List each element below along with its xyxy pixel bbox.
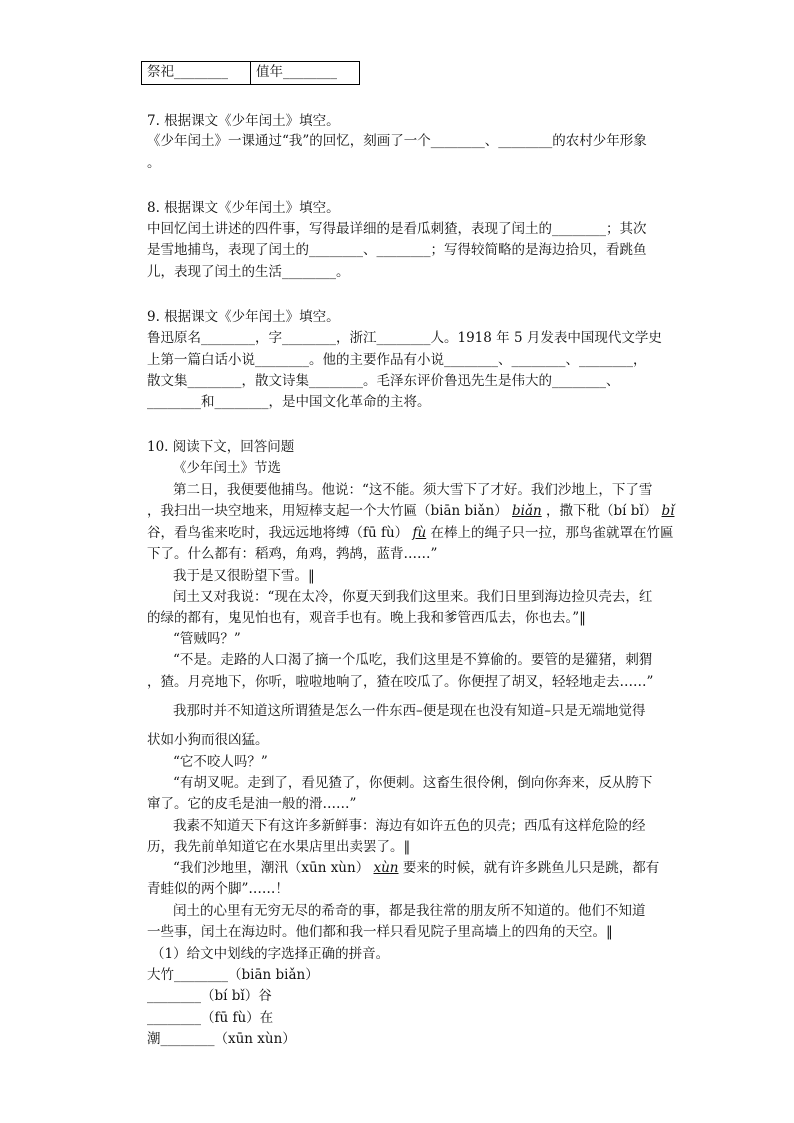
passage-p10-line-1 (173, 862, 659, 876)
passage-p1-l3-text-a: 谷，看鸟雀来吃时，我远远地将缚（fū fù） (147, 525, 409, 541)
passage-p3-line-2: 的绿的都有，鬼见怕也有，观音手也有。晚上我和爹管西瓜去，你也去。”‖ (147, 610, 586, 626)
q8-line-1: 中回忆闰土讲述的四件事，写得最详细的是看瓜刺猹，表现了闰土的________；其次 (147, 221, 647, 237)
q10-title: 10. 阅读下文，回答问题 (147, 439, 295, 455)
answer-line-3: ________（fū fù）在 (147, 1010, 274, 1026)
passage-p10-l1-text-a: “我们沙地里，潮汛（xūn xùn） (173, 860, 370, 876)
table-cell-jisi: 祭祀________ (147, 64, 228, 81)
passage-p2: 我于是又很盼望下雪。‖ (173, 568, 315, 584)
passage-p5-line-1: “不是。走路的人口渴了摘一个瓜吃，我们这里是不算偷的。要管的是獾猪，刺猬 (173, 652, 653, 668)
pinyin-blank-bi: bǐ (661, 503, 675, 519)
passage-p1-l2-text-a: ，我扫出一块空地来，用短棒支起一个大竹匾（biān biǎn） (147, 503, 508, 519)
sub-question-1: （1）给文中划线的字选择正确的拼音。 (151, 946, 390, 962)
q7-title: 7. 根据课文《少年闰土》填空。 (147, 113, 340, 129)
answer-line-2: ________（bí bǐ）谷 (147, 988, 272, 1004)
vocab-table (141, 61, 360, 85)
passage-p9-line-2: 历，我先前单知道它在水果店里出卖罢了。‖ (147, 839, 411, 855)
passage-p1-l2-text-c: ，撒下秕（bí bǐ） (546, 503, 658, 519)
passage-p11-line-2: 一些事，闰土在海边时。他们都和我一样只看见院子里高墙上的四角的天空。‖ (147, 924, 613, 940)
q9-line-1: 鲁迅原名________，字________，浙江________人。1918 年 5 月发表中国现代文学史 (147, 330, 662, 346)
passage-p6-line-2: 状如小狗而很凶猛。 (147, 732, 269, 748)
q9-title: 9. 根据课文《少年闰土》填空。 (147, 309, 340, 325)
passage-p1-line-2 (147, 505, 674, 519)
q8-line-3: 儿，表现了闰土的生活________。 (147, 264, 350, 280)
q9-line-4: ________和________，是中国文化革命的主将。 (147, 394, 431, 410)
passage-p1-l3-text-c: 在棒上的绳子只一拉，那鸟雀就罩在竹匾 (430, 525, 674, 541)
passage-p1-line-3 (147, 527, 673, 541)
passage-p3-line-1: 闰土又对我说：“现在太冷，你夏天到我们这里来。我们日里到海边捡贝壳去，红 (173, 589, 653, 605)
passage-p4: “管贼吗？” (173, 631, 241, 647)
answer-line-4: 潮________（xūn xùn） (147, 1031, 296, 1047)
pinyin-blank-fu: fù (412, 525, 427, 541)
pinyin-blank-xun: xùn (373, 860, 399, 876)
q7-line-2: 。 (147, 155, 161, 171)
q8-line-2: 是雪地捕鸟，表现了闰土的________、________；写得较简略的是海边拾贝，看跳鱼 (147, 242, 647, 258)
passage-p9-line-1: 我素不知道天下有这许多新鲜事：海边有如许五色的贝壳；西瓜有这样危险的经 (173, 818, 646, 834)
q7-line-1: 《少年闰土》一课通过“我”的回忆，刻画了一个________、________的农村少年形象 (147, 133, 647, 149)
passage-p7: “它不咬人吗？” (173, 754, 268, 770)
passage-p10-l1-text-c: 要来的时候，就有许多跳鱼儿只是跳，都有 (402, 860, 660, 876)
q8-title: 8. 根据课文《少年闰土》填空。 (147, 200, 340, 216)
q10-subtitle: 《少年闰土》节选 (173, 460, 281, 476)
answer-line-1: 大竹________（biān biǎn） (147, 967, 319, 983)
q9-line-3: 散文集________，散文诗集________。毛泽东评价鲁迅先生是伟大的________、 (147, 373, 620, 389)
passage-p5-line-2: ，猹。月亮地下，你听，啦啦地响了，猹在咬瓜了。你便捏了胡叉，轻轻地走去……” (147, 674, 654, 690)
passage-p11-line-1: 闰土的心里有无穷无尽的希奇的事，都是我往常的朋友所不知道的。他们不知道 (173, 903, 646, 919)
q9-line-2: 上第一篇白话小说________。他的主要作品有小说________、________、________， (147, 352, 647, 368)
pinyin-blank-bian: biǎn (512, 503, 542, 519)
passage-p1-line-1: 第二日，我便要他捕鸟。他说：“这不能。须大雪下了才好。我们沙地上，下了雪 (173, 482, 653, 498)
passage-p6-line-1: 我那时并不知道这所谓猹是怎么一件东西–便是现在也没有知道–只是无端地觉得 (173, 703, 646, 719)
passage-p8-line-2: 窜了。它的皮毛是油一般的滑……” (147, 796, 357, 812)
table-cell-zhinian: 值年________ (250, 62, 359, 84)
passage-p8-line-1: “有胡叉呢。走到了，看见猹了，你便刺。这畜生很伶俐，倒向你奔来，反从胯下 (173, 775, 653, 791)
passage-p10-line-2: 青蛙似的两个脚”……！ (147, 881, 289, 897)
passage-p1-line-4: 下了。什么都有：稻鸡，角鸡，鹁鸪，蓝背……” (147, 546, 438, 562)
